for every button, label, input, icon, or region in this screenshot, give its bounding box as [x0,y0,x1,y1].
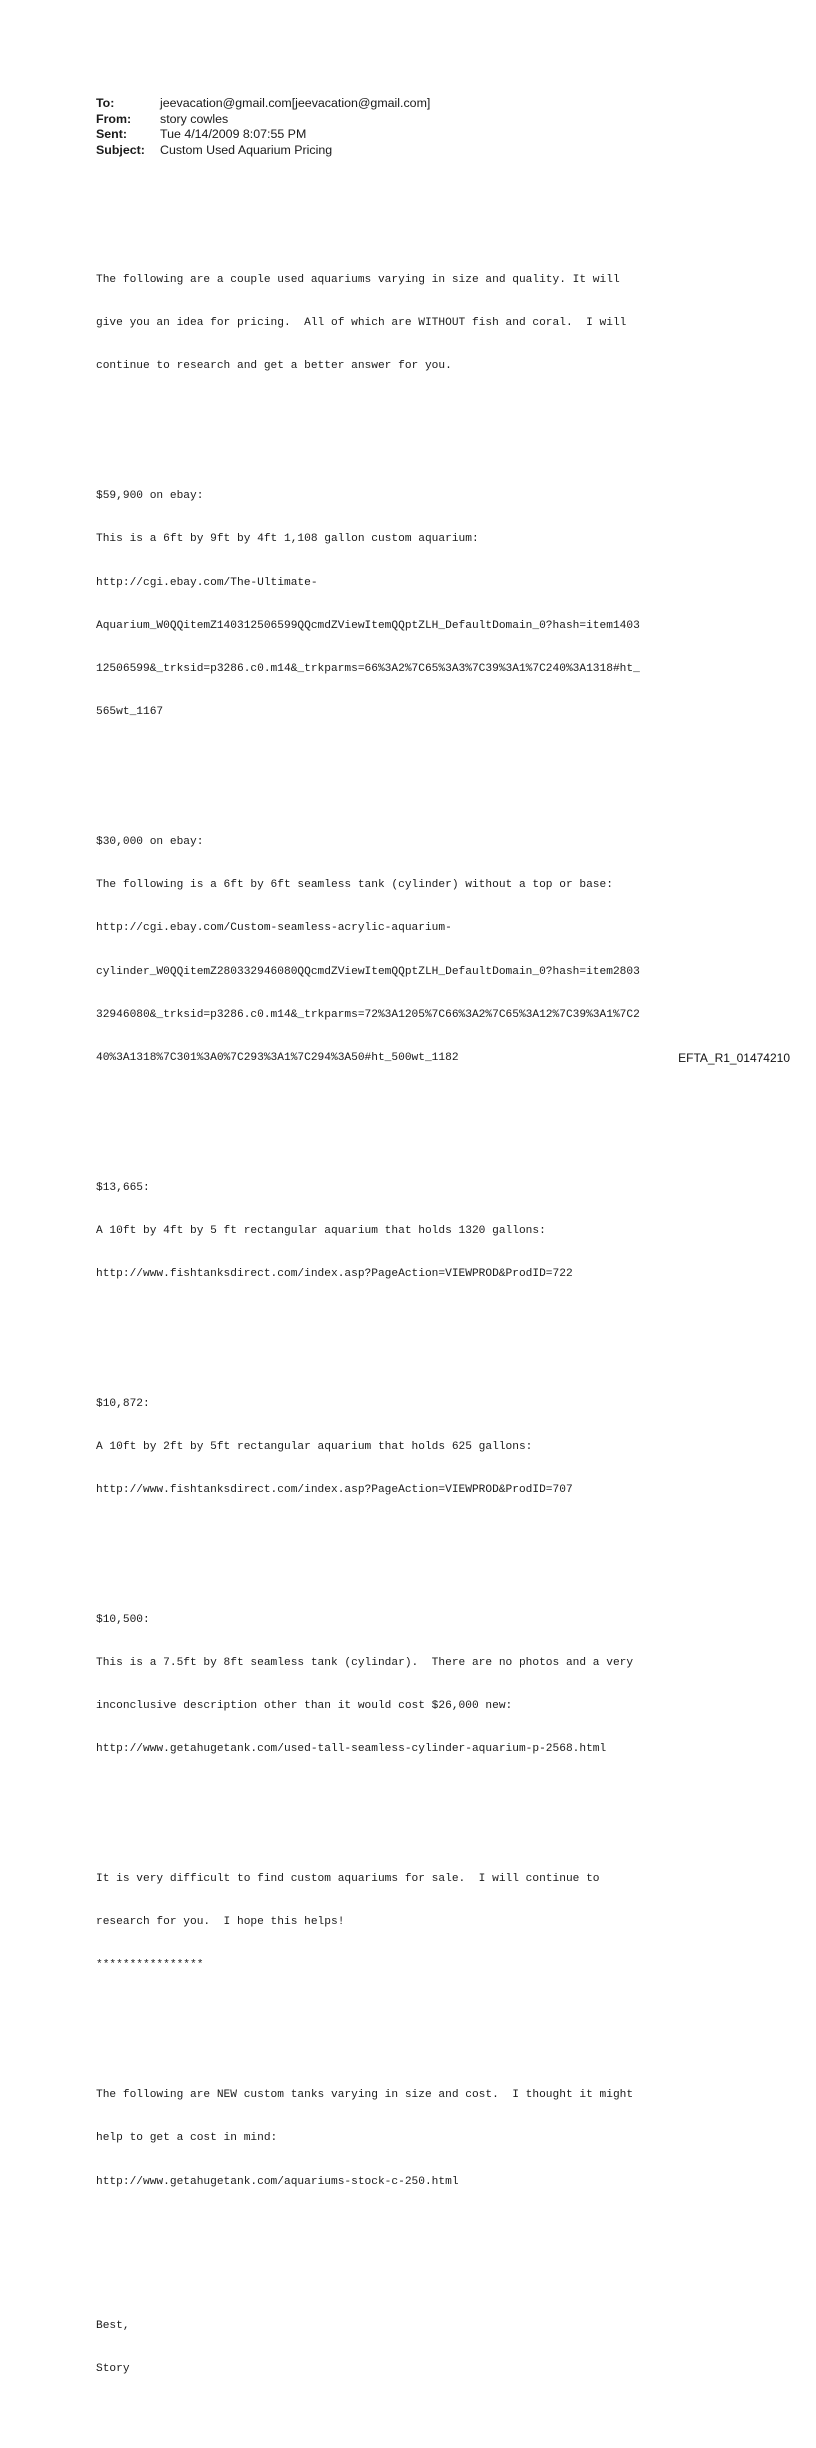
listing-description: A 10ft by 4ft by 5 ft rectangular aquarium that holds 1320 gallons: [96,1224,546,1237]
listing-10500 [96,1584,796,1786]
listing-url-line[interactable]: cylinder_W0QQitemZ280332946080QQcmdZViewItemQQptZLH_DefaultDomain_0?hash=item2803 [96,965,640,978]
asterisk-separator: **************** [96,1959,204,1972]
email-header [96,96,430,158]
to-row [96,96,430,112]
new-tanks-line: The following are NEW custom tanks varying in size and cost. I thought it might [96,2089,634,2102]
listing-10872 [96,1368,796,1526]
listing-price: $10,872: [96,1397,150,1410]
new-tanks-url[interactable]: http://www.getahugetank.com/aquariums-stock-c-250.html [96,2175,459,2188]
listing-url-line[interactable]: 12506599&_trksid=p3286.c0.m14&_trkparms=66%3A2%7C65%3A3%7C39%3A1%7C240%3A1318#ht_ [96,662,640,675]
listing-price: $30,000 on ebay: [96,835,204,848]
closing-line: research for you. I hope this helps! [96,1916,345,1929]
subject-value: Custom Used Aquarium Pricing [160,142,333,157]
new-tanks-paragraph [96,2059,796,2217]
listing-url-line[interactable]: http://www.fishtanksdirect.com/index.asp?PageAction=VIEWPROD&ProdID=707 [96,1484,573,1497]
listing-price: $10,500: [96,1613,150,1626]
closing-line: It is very difficult to find custom aquariums for sale. I will continue to [96,1873,600,1886]
signature-block [96,2290,796,2405]
listing-url-line[interactable]: http://cgi.ebay.com/Custom-seamless-acrylic-aquarium- [96,922,452,935]
new-tanks-line: help to get a cost in mind: [96,2132,278,2145]
intro-paragraph [96,244,796,402]
sent-label: Sent: [96,127,127,141]
listing-59900 [96,460,796,748]
to-value: jeevacation@gmail.com[jeevacation@gmail.com] [160,96,431,110]
signoff: Best, [96,2319,130,2332]
intro-line: give you an idea for pricing. All of which are WITHOUT fish and coral. I will [96,317,627,330]
subject-row [96,143,430,159]
email-body [96,201,796,2448]
listing-description-continued: inconclusive description other than it would cost $26,000 new: [96,1700,513,1713]
listing-description: This is a 7.5ft by 8ft seamless tank (cylindar). There are no photos and a very [96,1656,634,1669]
sent-row [96,127,430,143]
document-id: EFTA_R1_01474210 [678,1051,790,1065]
signature-name: Story [96,2362,130,2375]
listing-description: This is a 6ft by 9ft by 4ft 1,108 gallon custom aquarium: [96,533,479,546]
intro-line: The following are a couple used aquariums varying in size and quality. It will [96,274,620,287]
listing-url-line[interactable]: http://www.getahugetank.com/used-tall-seamless-cylinder-aquarium-p-2568.html [96,1743,607,1756]
intro-line: continue to research and get a better answer for you. [96,360,452,373]
closing-paragraph [96,1843,796,2001]
from-value: story cowles [160,111,229,126]
listing-description: The following is a 6ft by 6ft seamless tank (cylinder) without a top or base: [96,879,613,892]
listing-price: $13,665: [96,1181,150,1194]
listing-url-line[interactable]: http://www.fishtanksdirect.com/index.asp?PageAction=VIEWPROD&ProdID=722 [96,1268,573,1281]
to-label: To: [96,96,115,110]
listing-description: A 10ft by 2ft by 5ft rectangular aquarium that holds 625 gallons: [96,1440,533,1453]
from-label: From: [96,111,132,126]
sent-value: Tue 4/14/2009 8:07:55 PM [160,127,307,141]
subject-label: Subject: [96,142,145,157]
listing-url-line[interactable]: Aquarium_W0QQitemZ140312506599QQcmdZViewItemQQptZLH_DefaultDomain_0?hash=item1403 [96,619,640,632]
listing-url-line[interactable]: http://cgi.ebay.com/The-Ultimate- [96,576,318,589]
listing-url-line[interactable]: 565wt_1167 [96,706,164,719]
listing-url-line[interactable]: 32946080&_trksid=p3286.c0.m14&_trkparms=72%3A1205%7C66%3A2%7C65%3A12%7C39%3A1%7C2 [96,1008,640,1021]
listing-url-line[interactable]: 40%3A1318%7C301%3A0%7C293%3A1%7C294%3A50#ht_500wt_1182 [96,1051,459,1064]
from-row [96,112,430,128]
listing-13665 [96,1152,796,1310]
listing-price: $59,900 on ebay: [96,490,204,503]
